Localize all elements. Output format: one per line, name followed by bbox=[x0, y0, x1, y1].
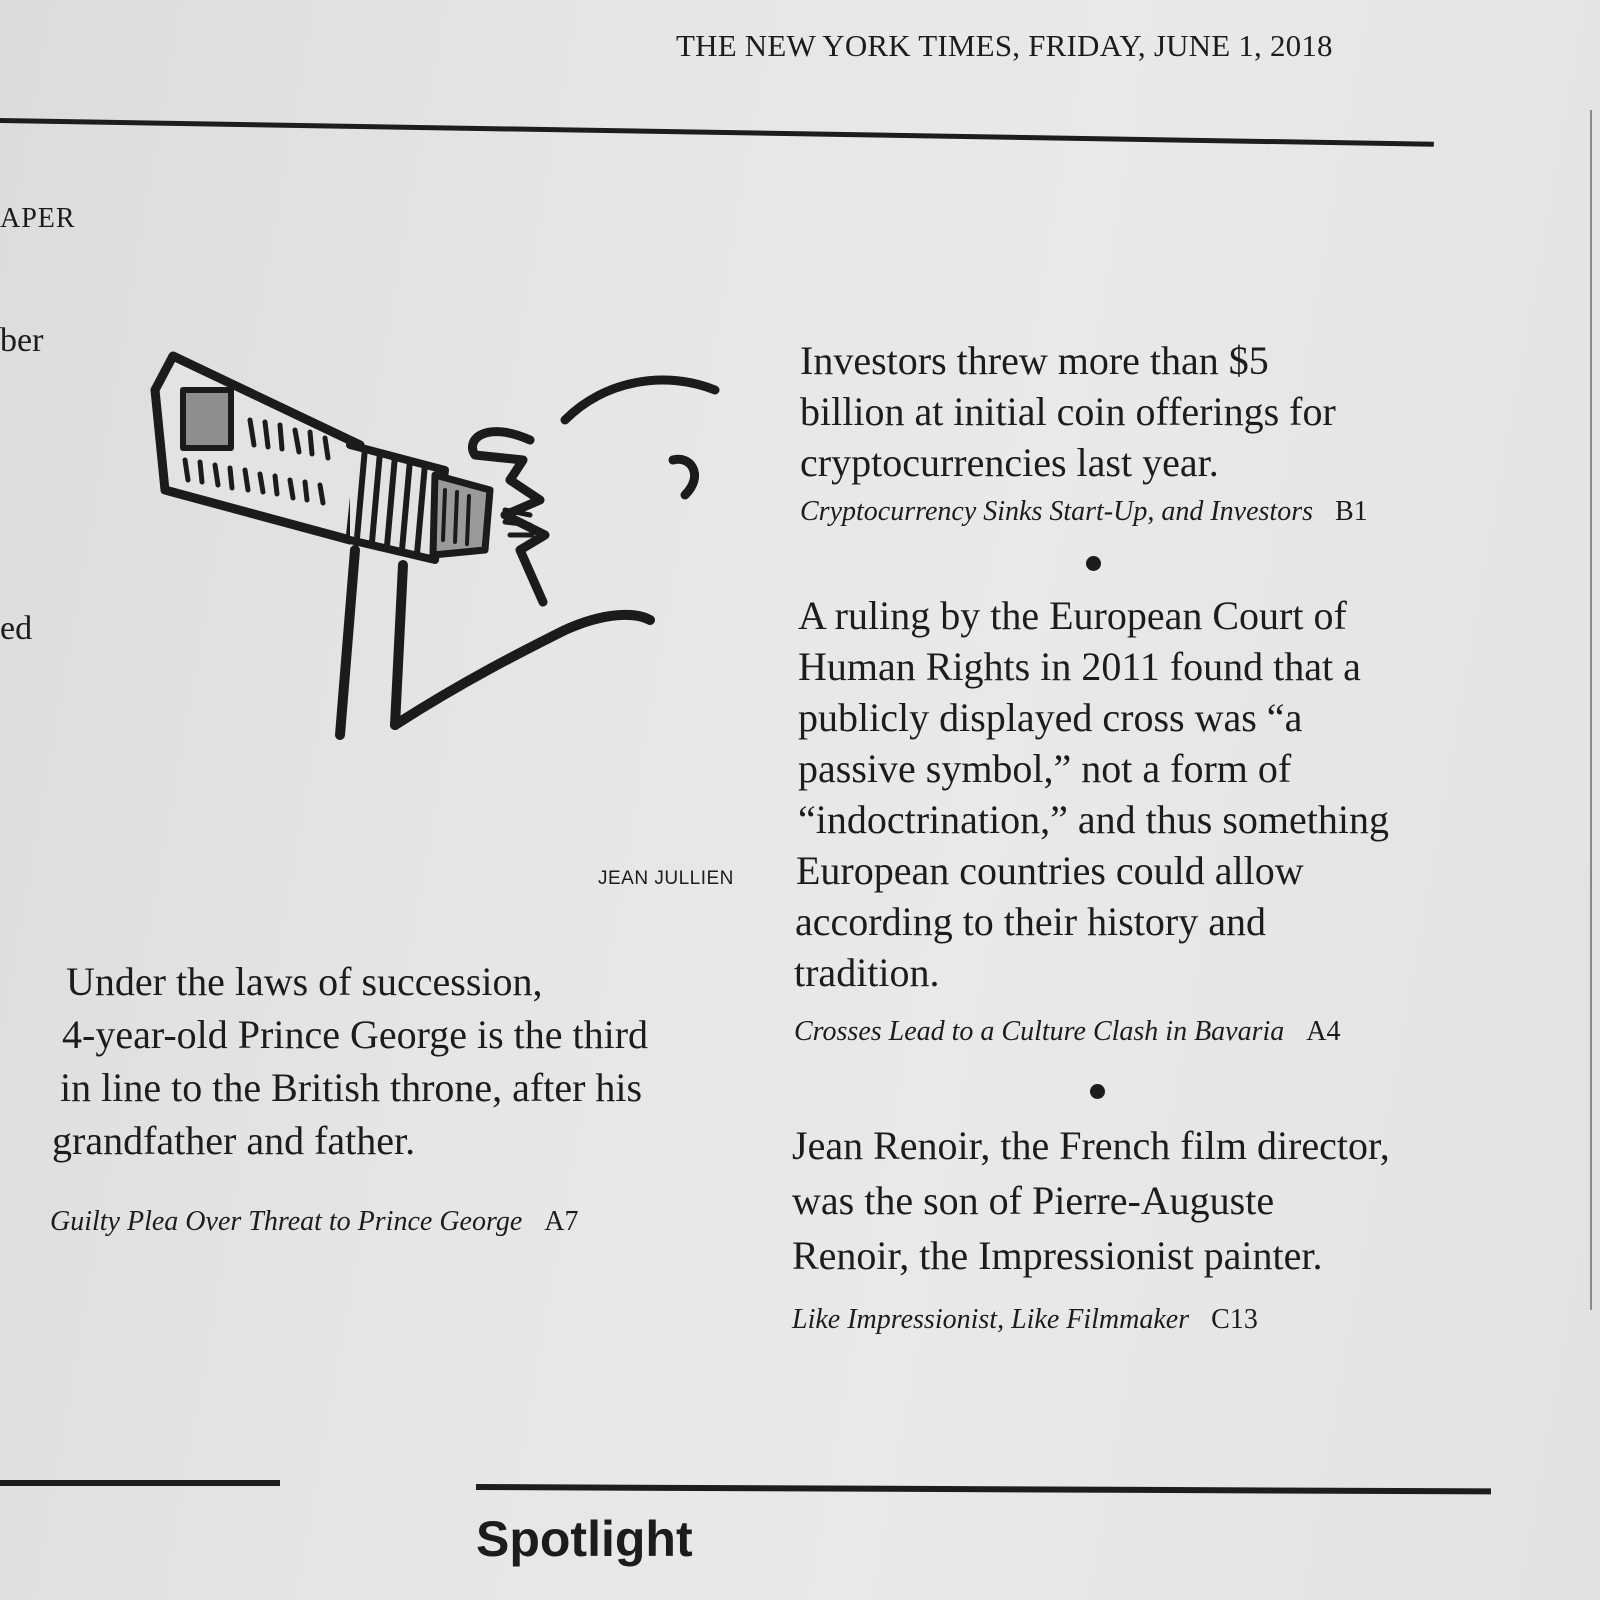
fact-item-prince-george bbox=[52, 955, 649, 1167]
fact-item-cross-ruling bbox=[794, 590, 1389, 998]
fact-page-ref: A7 bbox=[544, 1206, 579, 1237]
illustration-credit: JEAN JULLIEN bbox=[598, 868, 734, 889]
fact-line: Human Rights in 2011 found that a bbox=[798, 644, 1361, 689]
fact-line: grandfather and father. bbox=[52, 1118, 416, 1163]
fact-headline[interactable]: Cryptocurrency Sinks Start-Up, and Investors bbox=[800, 496, 1313, 527]
edge-fragment: ber bbox=[0, 322, 44, 359]
fact-headline[interactable]: Crosses Lead to a Culture Clash in Bavaria bbox=[794, 1016, 1285, 1047]
fact-line: Renoir, the Impressionist painter. bbox=[792, 1233, 1323, 1278]
fact-line: publicly displayed cross was “a bbox=[798, 695, 1303, 740]
bullet-dot-icon bbox=[1090, 1084, 1105, 1099]
fact-line: “indoctrination,” and thus something bbox=[798, 797, 1389, 842]
section-title-spotlight[interactable]: Spotlight bbox=[476, 1511, 693, 1567]
fact-line: according to their history and bbox=[795, 899, 1266, 944]
fact-line: 4-year-old Prince George is the third bbox=[62, 1012, 649, 1057]
fact-headline-ref[interactable] bbox=[794, 1016, 1341, 1048]
fact-item-renoir bbox=[792, 1118, 1390, 1283]
bullet-dot-icon bbox=[1086, 556, 1101, 571]
cartoon-person-reading-newspaper-icon bbox=[145, 350, 735, 760]
fact-headline[interactable]: Guilty Plea Over Threat to Prince George bbox=[50, 1206, 523, 1237]
fact-line: A ruling by the European Court of bbox=[798, 593, 1347, 638]
fact-headline-ref[interactable] bbox=[792, 1304, 1258, 1336]
fact-line: passive symbol,” not a form of bbox=[798, 746, 1292, 791]
fact-line: Investors threw more than $5 bbox=[800, 338, 1269, 383]
bottom-rule-right bbox=[476, 1484, 1491, 1494]
fact-line: European countries could allow bbox=[796, 848, 1304, 893]
fact-page-ref: A4 bbox=[1306, 1016, 1341, 1047]
fact-headline[interactable]: Like Impressionist, Like Filmmaker bbox=[792, 1304, 1190, 1335]
edge-fragment: APER bbox=[0, 203, 76, 234]
fact-line: tradition. bbox=[794, 950, 940, 995]
fact-line: in line to the British throne, after his bbox=[60, 1065, 643, 1110]
fact-line: cryptocurrencies last year. bbox=[800, 440, 1219, 485]
fact-line: Jean Renoir, the French film director, bbox=[792, 1123, 1390, 1168]
bottom-rule-left bbox=[0, 1480, 280, 1486]
edge-fragment: ed bbox=[0, 610, 33, 647]
top-rule bbox=[0, 118, 1434, 147]
fact-item-crypto bbox=[800, 335, 1336, 488]
fact-line: Under the laws of succession, bbox=[66, 959, 543, 1004]
fact-headline-ref[interactable] bbox=[50, 1206, 579, 1238]
newspaper-dateline: THE NEW YORK TIMES, FRIDAY, JUNE 1, 2018 bbox=[676, 28, 1333, 63]
fact-headline-ref[interactable] bbox=[800, 496, 1368, 528]
fact-line: billion at initial coin offerings for bbox=[800, 389, 1336, 434]
fact-page-ref: B1 bbox=[1335, 496, 1368, 527]
fact-line: was the son of Pierre-Auguste bbox=[792, 1178, 1275, 1223]
fact-page-ref: C13 bbox=[1211, 1304, 1258, 1335]
page-edge-shadow bbox=[1590, 110, 1592, 1310]
